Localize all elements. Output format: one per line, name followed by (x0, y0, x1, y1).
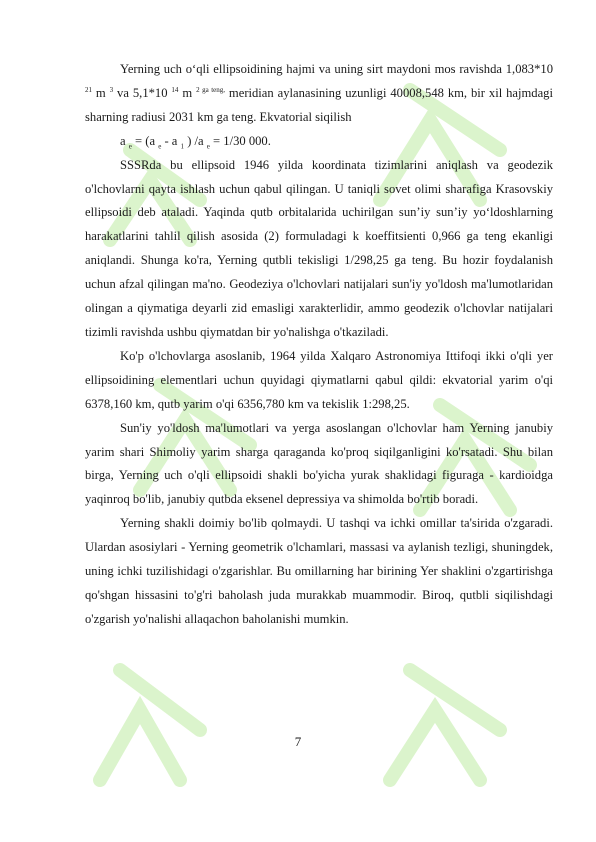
superscript: 2 ga teng, (196, 85, 226, 94)
text-run: Yerning uch o‘qli ellipsoidining hajmi va uning sirt maydoni mos ravishda 1,083*10 (120, 62, 553, 76)
subscript: 1 (180, 142, 185, 151)
subscript: e (206, 142, 210, 151)
formula-part: a (120, 133, 129, 148)
formula-part: = (a (131, 133, 159, 148)
paragraph-iau-1964: Ko'p o'lchovlarga asoslanib, 1964 yilda Xalqaro Astronomiya Ittifoqi ikki o'qli yer ellipsoidining elementlari uchun quyidagi qiymatlarni qabul qildi: ekvatorial yarim o'qi 6378,160 km, qutb yarim o'qi 6356,780 km va tekislik 1:298,25. (85, 348, 553, 411)
watermark-logo-bottom-left (80, 640, 220, 800)
document-body (85, 58, 553, 632)
watermark-logo-bottom-right (370, 640, 520, 800)
paragraph-cardioid-shape: Sun'iy yo'ldosh ma'lumotlari va yerga asoslangan o'lchovlar ham Yerning janubiy yarim shari Shimoliy yarim sharga qaraganda ko'proq siqilganligini ko'rsatadi. Shu bilan birga, Yerning uch o'qli ellipsoidi shakli bo'yicha yurak shaklidagi figuraga - kardioidga yaqinroq bo'lib, janubiy qutbda eksenel depressiya va shimolda bo'rtib boradi. (85, 420, 553, 507)
page-number: 7 (294, 734, 302, 749)
subscript: e (158, 142, 162, 151)
text-run: m (178, 85, 197, 100)
formula-part: - a (161, 133, 181, 148)
superscript: 21 (85, 85, 92, 94)
formula-part: ) /a (184, 133, 207, 148)
formula-equatorial-compression (85, 130, 553, 154)
paragraph-ellipsoid-volume (85, 58, 553, 130)
text-run: meridian aylanasining uzunligi 40008,548 km, bir xil hajmdagi sharning radiusi 2031 km ga teng. Ekvatorial siqilish (85, 85, 553, 124)
subscript: e (128, 142, 132, 151)
text-run: m (92, 85, 110, 100)
formula-part: = 1/30 000. (209, 133, 271, 148)
text-run: va 5,1*10 (113, 85, 172, 100)
paragraph-krasovsky-ellipsoid: SSSRda bu ellipsoid 1946 yilda koordinata tizimlarini aniqlash va geodezik o'lchovlarni qayta ishlash uchun qabul qilingan. U taniqli sovet olimi sharafiga Krasovskiy ellipsoidi deb ataladi. Yaqinda qutb orbitalarida uchirilgan sun’iy sun’iy yo‘ldoshlarning harakatlarini tahlil qilish asosida (2) formuladagi k koeffitsienti 0,966 ga teng ekanligi aniqlandi. Shunga ko'ra, Yerning qutbli tekisligi 1/298,25 ga teng. Bu hozir foydalanish uchun afzal qilingan ma'no. Geodeziya o'lchovlari natijalari sun'iy yo'ldosh ma'lumotlaridan olingan a qiymatiga deyarli zid emasligi xarakterlidir, ammo geodezik o'lchovlar natijalari tizimli ravishda ushbu qiymatdan bir yo'nalishga o'tkaziladi. (85, 157, 553, 339)
superscript: 14 (171, 85, 179, 94)
paragraph-earth-shape-changes: Yerning shakli doimiy bo'lib qolmaydi. U tashqi va ichki omillar ta'sirida o'zgaradi. Ulardan asosiylari - Yerning geometrik o'lchamlari, massasi va aylanish tezligi, shuningdek, uning ichki tuzilishidagi o'zgarishlar. Bu omillarning har birining Yer shaklini o'zgartirishga qo'shgan hissasini to'g'ri baholash juda murakkab muammodir. Biroq, qutbli siqilishdagi o'zgarish yo'nalishi allaqachon baholanishi mumkin. (85, 516, 553, 626)
superscript: 3 (109, 85, 114, 94)
